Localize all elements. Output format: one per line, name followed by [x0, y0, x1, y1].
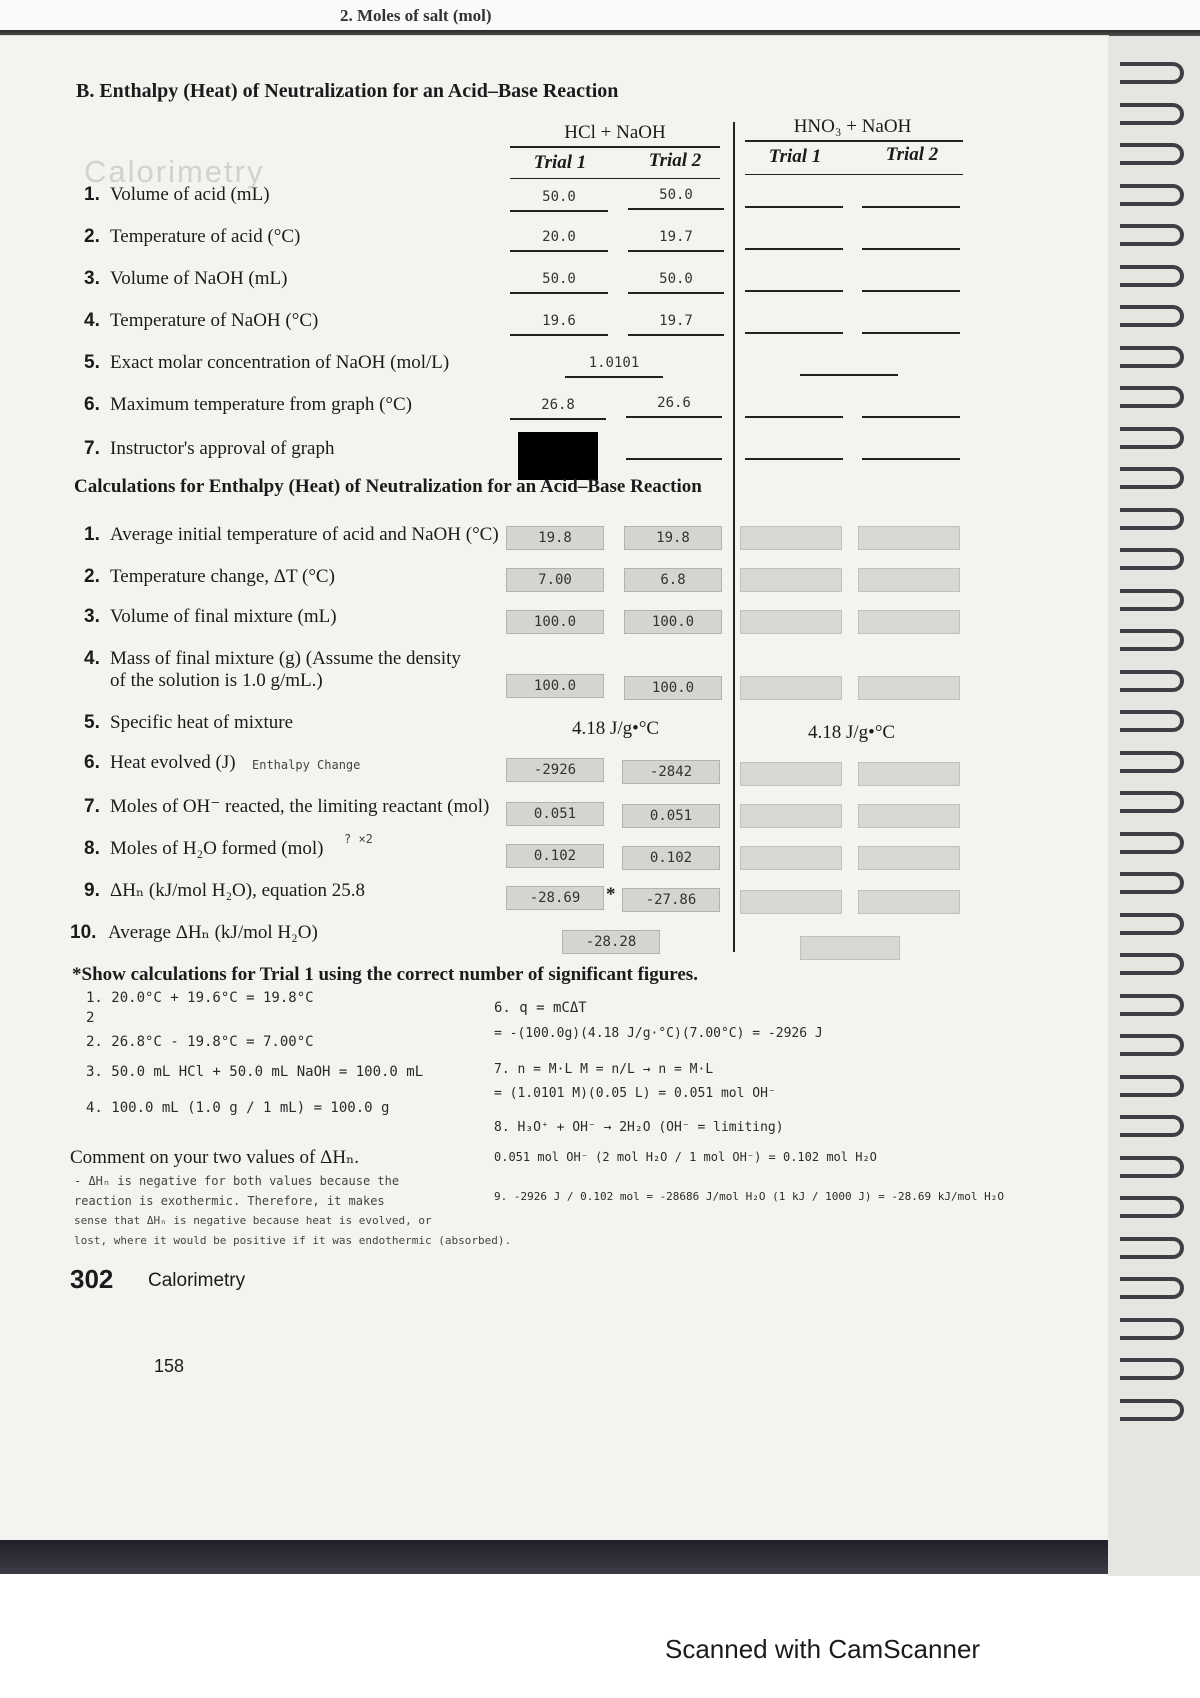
work-step: 4. 100.0 mL (1.0 g / 1 mL) = 100.0 g	[86, 1100, 390, 1116]
trial2-value: 50.0	[628, 182, 724, 210]
spiral-coil	[1120, 224, 1184, 246]
spiral-coil	[1120, 386, 1184, 408]
spiral-coil	[1120, 1075, 1184, 1097]
calc-label: 5. Specific heat of mixture	[84, 712, 294, 733]
spiral-coil	[1120, 994, 1184, 1016]
scanner-watermark: Scanned with CamScanner	[665, 1634, 981, 1664]
average-dh-blank	[800, 936, 900, 960]
show-calculations-note: *Show calculations for Trial 1 using the correct number of significant figures.	[72, 964, 698, 985]
comment-line: reaction is exothermic. Therefore, it makes	[74, 1194, 385, 1208]
row-label: 3. Volume of NaOH (mL)	[84, 268, 288, 289]
spiral-coil	[1120, 1034, 1184, 1056]
calc-trial2: 0.102	[622, 846, 720, 870]
watermark: Calorimetry	[84, 154, 265, 189]
spiral-coil	[1120, 184, 1184, 206]
approval-blank	[626, 432, 722, 460]
calc-trial2: 19.8	[624, 526, 722, 550]
header-rule	[745, 140, 963, 142]
trial1-value: 19.6	[510, 308, 608, 336]
spiral-coil	[1120, 791, 1184, 813]
calc-blank	[740, 526, 842, 550]
trial1-value: 26.8	[510, 392, 606, 420]
row-label: 1. Volume of acid (mL)	[84, 184, 270, 205]
spiral-coil	[1120, 265, 1184, 287]
calc-trial2: -2842	[622, 760, 720, 784]
calc-blank	[858, 676, 960, 700]
trial3-value	[745, 264, 843, 292]
work-step: 9. -2926 J / 0.102 mol = -28686 J/mol H₂O (1 kJ / 1000 J) = -28.69 kJ/mol H₂O	[494, 1190, 1004, 1203]
calc-label: 3. Volume of final mixture (mL)	[84, 606, 337, 627]
calc-label: 1. Average initial temperature of acid and NaOH (°C)	[84, 524, 499, 545]
spiral-coil	[1120, 832, 1184, 854]
calc-trial1: 0.102	[506, 844, 604, 868]
specific-heat-hno3: 4.18 J/g•°C	[808, 722, 896, 743]
calc-label: 6. Heat evolved (J)	[84, 752, 236, 773]
calc-blank	[858, 762, 960, 786]
work-step: 8. H₃O⁺ + OH⁻ → 2H₂O (OH⁻ = limiting)	[494, 1120, 784, 1135]
spiral-coil	[1120, 1318, 1184, 1340]
spiral-coil	[1120, 346, 1184, 368]
trial1-value: 20.0	[510, 224, 608, 252]
calc-label: 10. Average ΔHₙ (kJ/mol H₂O)	[70, 922, 318, 943]
trial3-value	[745, 222, 843, 250]
row-label: 4. Temperature of NaOH (°C)	[84, 310, 319, 331]
trial4-value	[862, 306, 960, 334]
column-divider	[733, 122, 735, 952]
calc-label: 4. Mass of final mixture (g) (Assume the density of the solution is 1.0 g/mL.)	[84, 648, 461, 691]
trial3-value	[745, 390, 843, 418]
trial2-value: 26.6	[626, 390, 722, 418]
trial3-value	[745, 306, 843, 334]
row-label: 2. Temperature of acid (°C)	[84, 226, 301, 247]
work-step: 0.051 mol OH⁻ (2 mol H₂O / 1 mol OH⁻) = 0.102 mol H₂O	[494, 1150, 877, 1164]
trial1-header: Trial 1	[768, 146, 822, 167]
calc-blank	[858, 846, 960, 870]
approval-blank	[745, 432, 843, 460]
spiral-coil	[1120, 751, 1184, 773]
calc-label: 9. ΔHₙ (kJ/mol H₂O), equation 25.8	[84, 880, 366, 901]
spiral-coil	[1120, 548, 1184, 570]
comment-line: sense that ΔHₙ is negative because heat is evolved, or	[74, 1214, 432, 1227]
calc-title: Calculations for Enthalpy (Heat) of Neutralization for an Acid–Base Reaction	[74, 476, 702, 497]
naoh-concentration-value: 1.0101	[565, 350, 663, 378]
trial4-value	[862, 222, 960, 250]
calc-blank	[740, 568, 842, 592]
calc-trial1: 7.00	[506, 568, 604, 592]
calc-label: 7. Moles of OH⁻ reacted, the limiting reactant (mol)	[84, 796, 490, 817]
spiral-coil	[1120, 62, 1184, 84]
work-step: 2	[86, 1010, 95, 1026]
comment-line: - ΔHₙ is negative for both values because the	[74, 1174, 400, 1188]
trial-rule	[510, 178, 720, 179]
work-step: 7. n = M·L M = n/L → n = M·L	[494, 1062, 714, 1077]
spiral-coil	[1120, 143, 1184, 165]
approval-blank	[862, 432, 960, 460]
spiral-coil	[1120, 467, 1184, 489]
spiral-coil	[1120, 629, 1184, 651]
naoh-concentration-blank	[800, 348, 898, 376]
trial2-header: Trial 2	[648, 150, 702, 171]
spiral-coil	[1120, 1277, 1184, 1299]
spiral-coil	[1120, 1237, 1184, 1259]
spiral-coil	[1120, 589, 1184, 611]
trial4-value	[862, 180, 960, 208]
work-step: = -(100.0g)(4.18 J/g·°C)(7.00°C) = -2926 J	[494, 1026, 823, 1041]
calc-blank	[858, 890, 960, 914]
calc-label: 2. Temperature change, ΔT (°C)	[84, 566, 335, 587]
trial4-value	[862, 264, 960, 292]
calc-trial1: -28.69	[506, 886, 604, 910]
calc-blank	[740, 846, 842, 870]
calc-blank	[740, 676, 842, 700]
header-rule	[510, 146, 720, 148]
trial3-value	[745, 180, 843, 208]
calc-trial1: -2926	[506, 758, 604, 782]
calc-trial1: 0.051	[506, 802, 604, 826]
calc-blank	[740, 762, 842, 786]
comment-line: lost, where it would be positive if it was endothermic (absorbed).	[74, 1234, 512, 1247]
redacted-approval	[518, 432, 598, 480]
row-label: 6. Maximum temperature from graph (°C)	[84, 394, 413, 415]
spiral-coil	[1120, 508, 1184, 530]
previous-item-label: 2. Moles of salt (mol)	[340, 6, 492, 25]
calc-blank	[740, 890, 842, 914]
calc-trial2: 100.0	[624, 676, 722, 700]
calc-trial1: 100.0	[506, 610, 604, 634]
calc-blank	[858, 568, 960, 592]
spiral-coil	[1120, 670, 1184, 692]
spiral-coil	[1120, 872, 1184, 894]
comment-prompt: Comment on your two values of ΔHₙ.	[70, 1147, 360, 1168]
spiral-coil	[1120, 103, 1184, 125]
handwritten-note: Enthalpy Change	[252, 758, 361, 772]
calc-trial1: 100.0	[506, 674, 604, 698]
calc-blank	[858, 804, 960, 828]
spiral-coil	[1120, 427, 1184, 449]
chapter-name: Calorimetry	[148, 1270, 246, 1291]
trial2-value: 19.7	[628, 224, 724, 252]
folio-number: 158	[154, 1356, 185, 1376]
calc-trial1: 19.8	[506, 526, 604, 550]
average-dh-value: -28.28	[562, 930, 660, 954]
handwritten-note: ? ×2	[344, 832, 373, 846]
row-label: 5. Exact molar concentration of NaOH (mol/L)	[84, 352, 450, 373]
section-title: B. Enthalpy (Heat) of Neutralization for an Acid–Base Reaction	[76, 80, 619, 102]
spiral-coil	[1120, 913, 1184, 935]
calc-blank	[858, 526, 960, 550]
spiral-coil	[1120, 305, 1184, 327]
spiral-coil	[1120, 1196, 1184, 1218]
trial2-value: 50.0	[628, 266, 724, 294]
calc-label: 8. Moles of H₂O formed (mol)	[84, 838, 324, 859]
column-group-hcl: HCl + NaOH	[564, 122, 666, 143]
trial2-value: 19.7	[628, 308, 724, 336]
calc-trial2: 6.8	[624, 568, 722, 592]
calc-trial2: 0.051	[622, 804, 720, 828]
top-strip	[0, 0, 1200, 38]
specific-heat-hcl: 4.18 J/g•°C	[572, 718, 660, 739]
trial-rule	[745, 174, 963, 175]
spiral-coil	[1120, 1115, 1184, 1137]
calc-blank	[740, 610, 842, 634]
calc-trial2: -27.86	[622, 888, 720, 912]
spiral-coil	[1120, 1358, 1184, 1380]
work-step: 6. q = mCΔT	[494, 1000, 587, 1016]
asterisk-marker: *	[606, 884, 616, 905]
trial2-header: Trial 2	[885, 144, 939, 165]
calc-blank	[858, 610, 960, 634]
spiral-coil	[1120, 1399, 1184, 1421]
row-label: 7. Instructor's approval of graph	[84, 438, 335, 459]
spiral-coil	[1120, 1156, 1184, 1178]
page-number: 302	[70, 1264, 114, 1294]
trial1-value: 50.0	[510, 184, 608, 212]
trial1-value: 50.0	[510, 266, 608, 294]
bottom-shadow	[0, 1540, 1108, 1574]
work-step: 1. 20.0°C + 19.6°C = 19.8°C	[86, 990, 314, 1006]
calc-trial2: 100.0	[624, 610, 722, 634]
work-step: 2. 26.8°C - 19.8°C = 7.00°C	[86, 1034, 314, 1050]
trial4-value	[862, 390, 960, 418]
work-step: 3. 50.0 mL HCl + 50.0 mL NaOH = 100.0 mL	[86, 1064, 424, 1080]
column-group-hno3: HNO₃ + NaOH	[793, 116, 912, 137]
spiral-coil	[1120, 953, 1184, 975]
work-step: = (1.0101 M)(0.05 L) = 0.051 mol OH⁻	[494, 1086, 776, 1101]
spiral-coil	[1120, 710, 1184, 732]
trial1-header: Trial 1	[533, 152, 587, 173]
calc-blank	[740, 804, 842, 828]
